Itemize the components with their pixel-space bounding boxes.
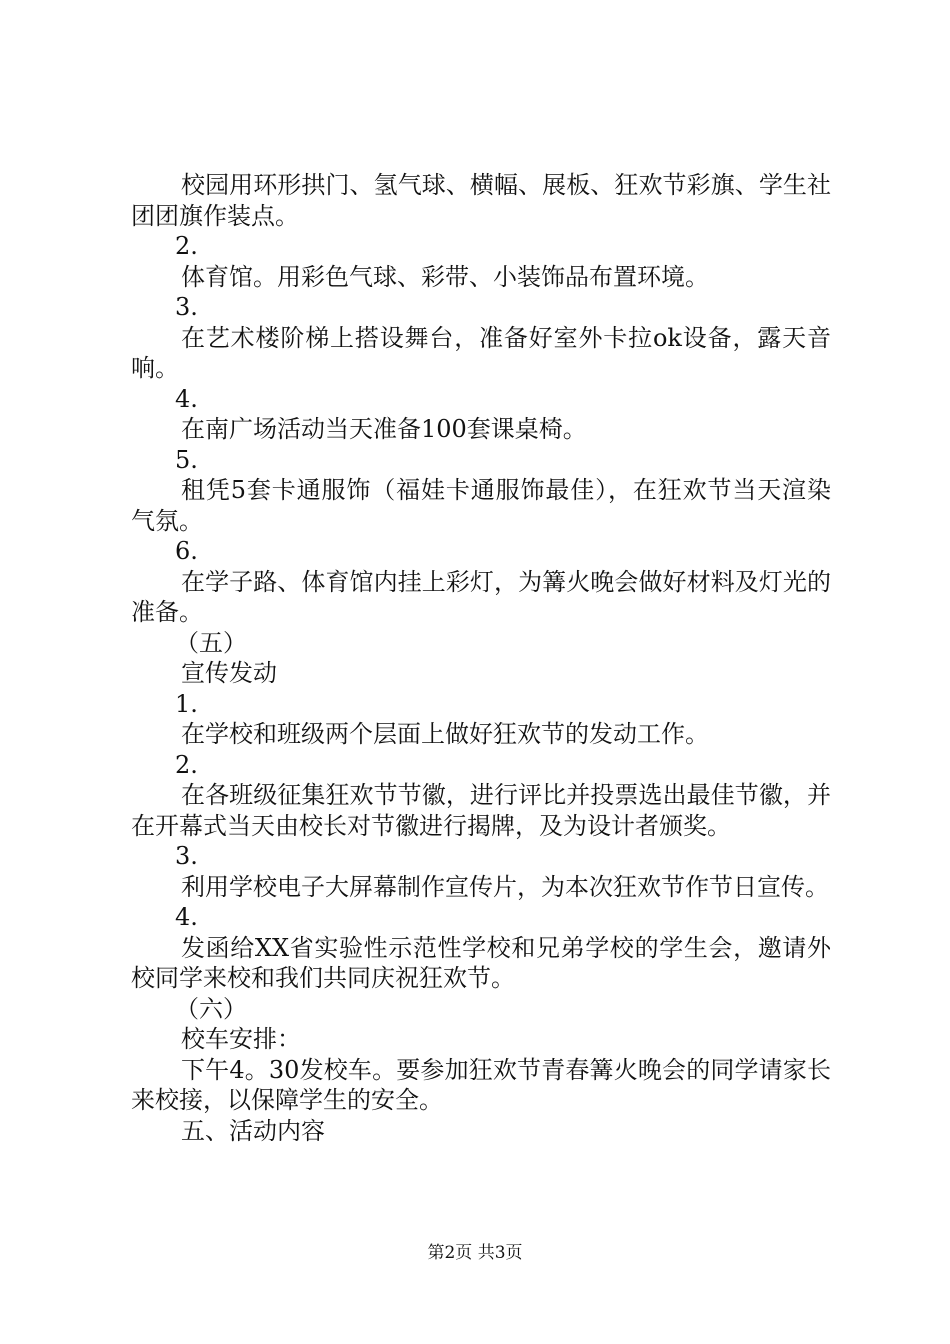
section-number: （五）	[175, 628, 247, 657]
paragraph: 利用学校电子大屏幕制作宣传片，为本次狂欢节作节日宣传。	[181, 872, 829, 901]
list-number: 4.	[175, 903, 198, 931]
list-number: 5.	[175, 445, 198, 474]
section-heading: 五、活动内容	[181, 1116, 325, 1145]
list-number: 2.	[175, 750, 198, 779]
document-body	[131, 170, 831, 1146]
list-number: 2.	[175, 232, 198, 260]
list-number: 6.	[175, 537, 198, 565]
list-number: 3.	[175, 842, 198, 870]
list-number: 3.	[175, 293, 198, 321]
paragraph: 在学子路、体育馆内挂上彩灯，为篝火晚会做好材料及灯光的准备。	[131, 567, 831, 626]
paragraph: 租凭5套卡通服饰（福娃卡通服饰最佳），在狂欢节当天渲染气氛。	[131, 476, 831, 535]
list-number: 1.	[175, 689, 198, 718]
paragraph: 在学校和班级两个层面上做好狂欢节的发动工作。	[181, 720, 709, 748]
paragraph: 在南广场活动当天准备100套课桌椅。	[181, 415, 587, 443]
paragraph: 体育馆。用彩色气球、彩带、小装饰品布置环境。	[181, 262, 709, 291]
page-footer: 第2页 共3页	[427, 1243, 523, 1263]
section-number: （六）	[175, 994, 247, 1023]
paragraph: 发函给XX省实验性示范性学校和兄弟学校的学生会，邀请外校同学来校和我们共同庆祝狂欢节。	[131, 933, 831, 992]
paragraph: 下午4。30发校车。要参加狂欢节青春篝火晚会的同学请家长来校接，以保障学生的安全。	[131, 1055, 831, 1114]
paragraph: 在各班级征集狂欢节节徽，进行评比并投票选出最佳节徽，并在开幕式当天由校长对节徽进行揭牌，及为设计者颁奖。	[131, 781, 831, 840]
paragraph: 校园用环形拱门、氢气球、横幅、展板、狂欢节彩旗、学生社团团旗作装点。	[131, 171, 831, 230]
section-heading: 校车安排：	[181, 1025, 301, 1053]
section-heading: 宣传发动	[181, 659, 277, 687]
list-number: 4.	[175, 384, 198, 413]
paragraph: 在艺术楼阶梯上搭设舞台，准备好室外卡拉ok设备，露天音响。	[131, 323, 831, 382]
